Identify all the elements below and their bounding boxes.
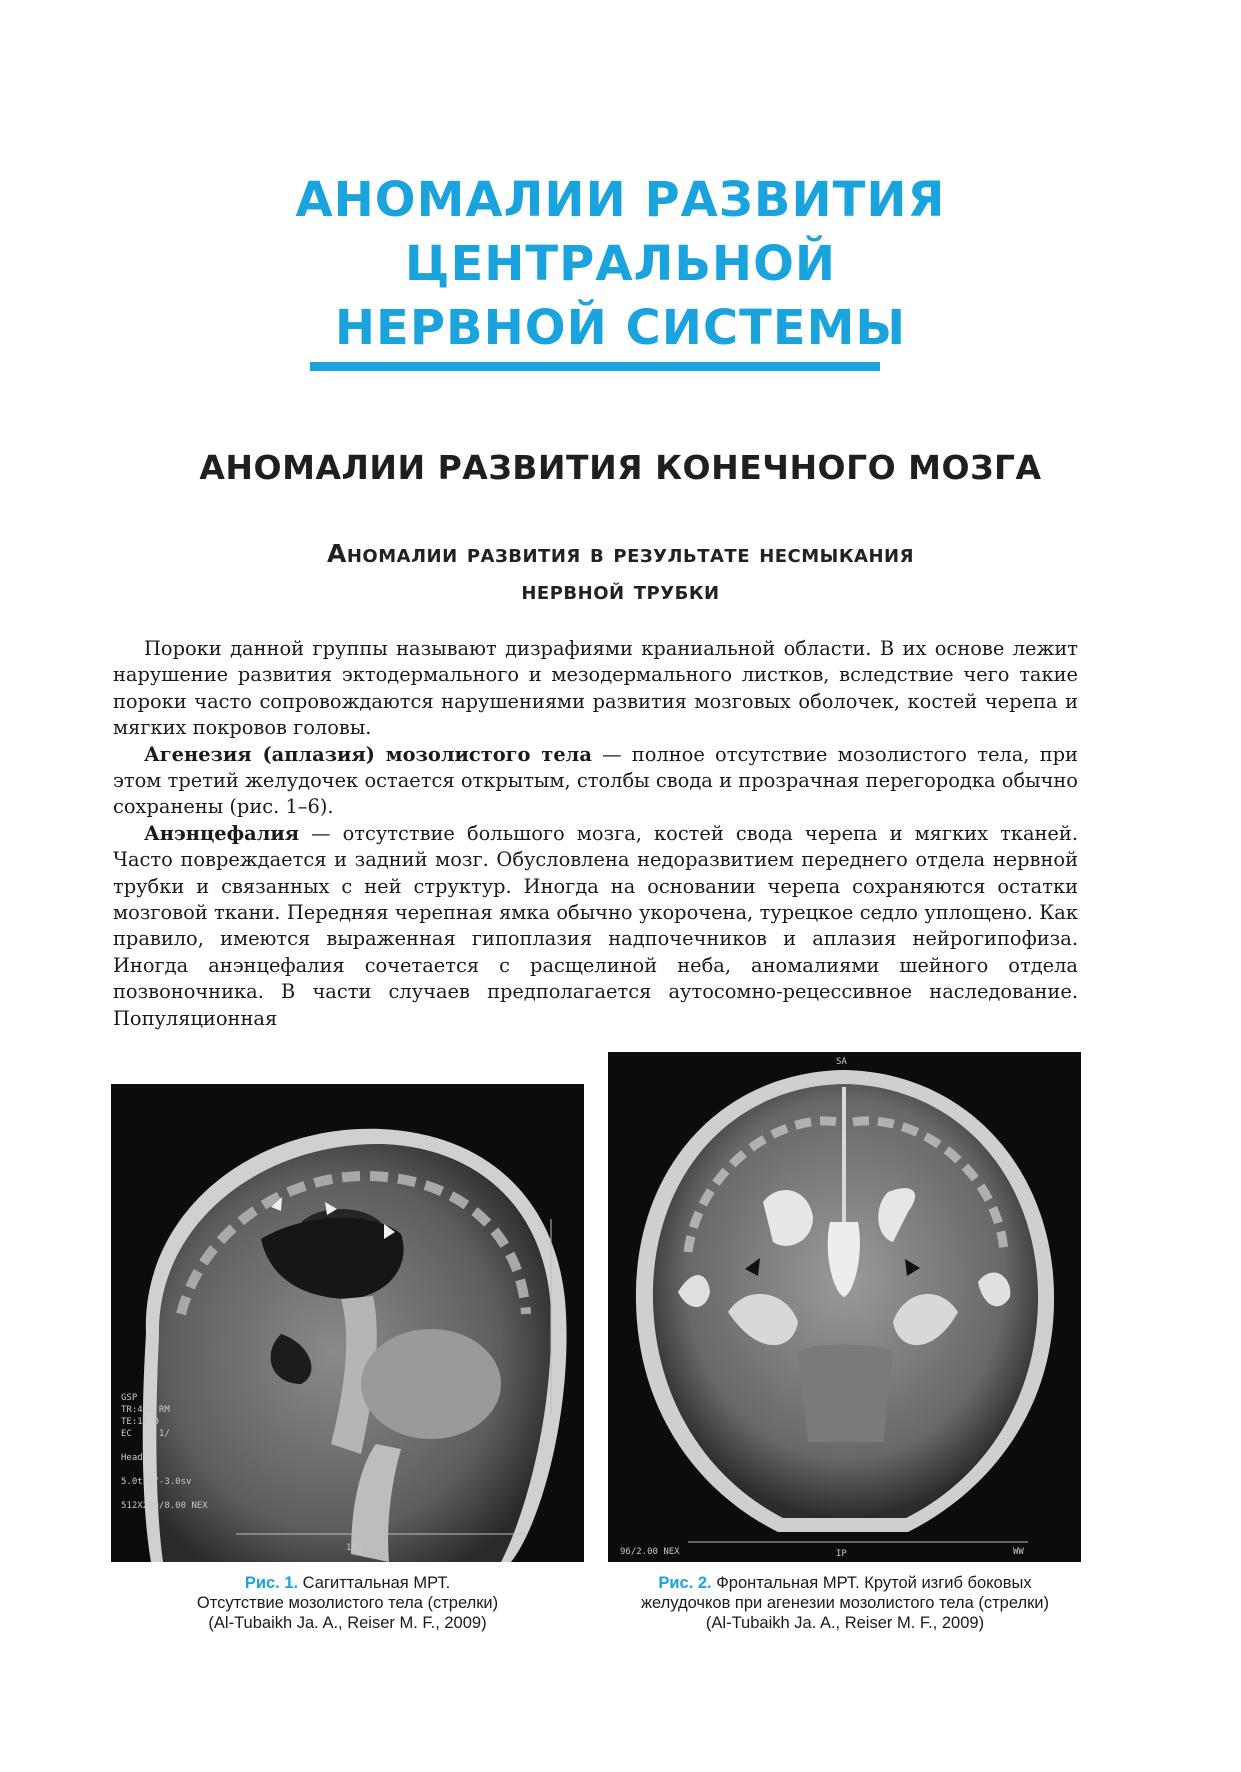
- paragraph-anencephaly-text: — отсутствие большого мозга, костей свода черепа и мягких тканей. Часто повреждается и задний мозг. Обусловлена недоразвитием переднего отдела нервной трубки и связанных с ней структур. Иногда на основании черепа сохраняются остатки мозговой ткани. Передняя черепная ямка обычно укорочена, турецкое седло уплощено. Как правило, имеются выраженная гипоплазия надпочечников и аплазия нейрогипофиза. Иногда анэнцефалия сочетается с расщелиной неба, аномалиями шейного отдела позвоночника. В части случаев предполагается аутосомно-рецессивное наследование. Популяционная: [113, 821, 1078, 1030]
- subsection-title: [0, 535, 1241, 609]
- chapter-title: [0, 168, 1241, 360]
- mri-window-label: WW: [1013, 1547, 1024, 1557]
- paragraph-agenesis-text: — полное отсутствие мозолистого тела, при этом третий желудочек остается открытым, столбы свода и прозрачная перегородка обычно сохранены (рис. 1–6).: [113, 742, 1078, 819]
- caption-line-1: [111, 1573, 584, 1593]
- caption-2-source: (Al-Tubaikh Ja. A., Reiser M. F., 2009): [705, 1614, 985, 1632]
- mri-orientation-top: SA: [836, 1057, 847, 1067]
- caption-2-text-1: Фронтальная МРТ. Крутой изгиб боковых: [711, 1574, 1032, 1592]
- figure-2-coronal-mri: [608, 1052, 1081, 1562]
- mri-orientation-bottom: IP: [836, 1549, 847, 1559]
- coronal-mri-image: [608, 1052, 1081, 1562]
- figure-1-caption: [111, 1573, 584, 1633]
- caption-1-text-1: Сагиттальная МРТ.: [298, 1574, 451, 1592]
- figure-2-label: Рис. 2.: [658, 1574, 712, 1592]
- term-anencephaly: Анэнцефалия: [144, 821, 300, 845]
- chapter-title-line-3: НЕРВНОЙ СИСТЕМЫ: [334, 300, 907, 356]
- chapter-title-underline: [310, 362, 880, 371]
- paragraph-corpus-callosum-agenesis: [113, 742, 1078, 821]
- mri-acquisition-parameters: GSP TR:420 RM TE:15.0 EC 1/ Head 5.0thk/-3.0sv 512X200/8.00 NEX: [121, 1393, 208, 1511]
- term-agenesis: Агенезия (аплазия) мозолистого тела: [144, 742, 592, 766]
- figure-1-label: Рис. 1.: [244, 1574, 299, 1592]
- caption-1-source: (Al-Tubaikh Ja. A., Reiser M. F., 2009): [208, 1614, 487, 1632]
- caption-line-1: [600, 1573, 1090, 1593]
- mri-acquisition-parameters: 96/2.00 NEX: [620, 1547, 680, 1557]
- subsection-title-line-1: Аномалии развития в результате несмыкания: [327, 539, 914, 568]
- paragraph-anencephaly: [113, 821, 1078, 1032]
- section-title: АНОМАЛИИ РАЗВИТИЯ КОНЕЧНОГО МОЗГА: [199, 448, 1042, 487]
- figure-2-caption: [600, 1573, 1090, 1633]
- mri-scale-label: 191: [346, 1543, 363, 1553]
- chapter-title-line-2: ЦЕНТРАЛЬНОЙ: [404, 236, 837, 292]
- paragraph-dysraphia: Пороки данной группы называют дизрафиями краниальной области. В их основе лежит нарушение развития эктодермального и мезодермального листков, вследствие чего такие пороки часто сопровождаются нарушениями развития мозговых оболочек, костей черепа и мягких покровов головы.: [113, 637, 1078, 740]
- body-text: [113, 636, 1078, 1032]
- caption-2-text-2: желудочков при агенезии мозолистого тела (стрелки): [640, 1594, 1050, 1612]
- figure-1-sagittal-mri: [111, 1084, 584, 1562]
- subsection-title-line-2: нервной трубки: [521, 576, 720, 605]
- caption-1-text-2: Отсутствие мозолистого тела (стрелки): [196, 1594, 499, 1612]
- chapter-title-line-1: АНОМАЛИИ РАЗВИТИЯ: [295, 172, 946, 228]
